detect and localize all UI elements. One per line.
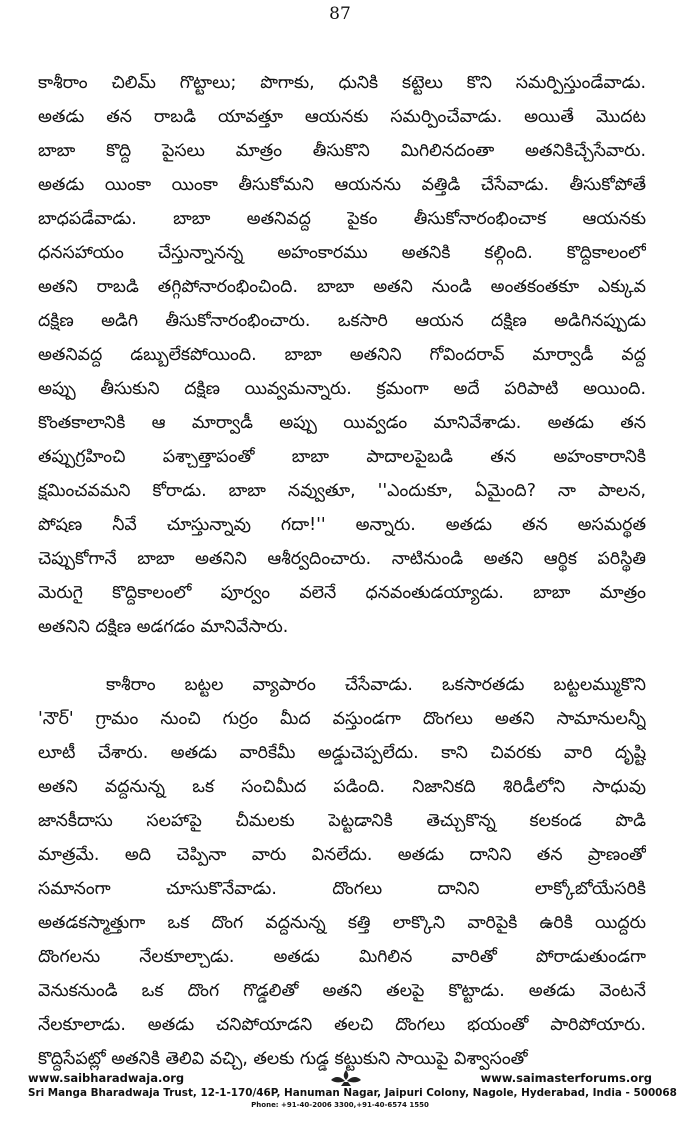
text-line: అతనిని దక్షిణ అడగడం మానివేసారు. <box>38 617 289 637</box>
page-number: 87 <box>329 4 351 24</box>
text-line: దొంగలను నేలకూల్చాడు. అతడు మిగిలిన వారితో పోరాడుతుండగా <box>38 947 646 967</box>
text-line: అతని రాబడి తగ్గిపోనారంభించింది. బాబా అతని నుండి అంతకంతకూ ఎక్కువ <box>38 277 646 297</box>
text-line: ధనసహాయం చేస్తున్నానన్న అహంకారము అతనికి కల్గింది. కొద్దికాలంలో <box>38 243 646 263</box>
text-line: అతడు యింకా యింకా తీసుకోమని ఆయనను వత్తిడి చేసేవాడు. తీసుకోపోతే <box>38 175 646 195</box>
text-line: మాత్రమే. అది చెప్పినా వారు వినలేదు. అతడు దానిని తన ప్రాణంతో <box>38 845 646 865</box>
text-line: నేలకూలాడు. అతడు చనిపోయాడని తలచి దొంగలు భయంతో పారిపోయారు. <box>38 1015 646 1035</box>
text-line: 'నౌర్' గ్రామం నుంచి గుర్రం మీద వస్తుండగా దొంగలు అతని సామానులన్నీ <box>38 709 646 729</box>
text-line: వెనుకనుండి ఒక దొంగ గొడ్డలితో అతని తలపై కొట్టాడు. అతడు వెంటనే <box>38 981 646 1001</box>
text-line: కొద్దిసేపట్లో అతనికి తెలివి వచ్చి, తలకు గుడ్డ కట్టుకుని సాయిపై విశ్వాసంతో <box>38 1049 528 1069</box>
paragraph-2 <box>38 668 646 1076</box>
paragraph-gap <box>38 644 646 668</box>
text-line: కొంతకాలానికి ఆ మార్వాడీ అప్పు యివ్వడం మానివేశాడు. అతడు తన <box>38 413 646 433</box>
text-line: అతడకస్మాత్తుగా ఒక దొంగ వద్దనున్న కత్తి లాక్కొని వారిపైకి ఉరికి యిద్దరు <box>38 913 646 933</box>
page-footer <box>28 1068 677 1118</box>
text-line: పోషణ నీవే చూస్తున్నావు గదా!'' అన్నారు. అతడు తన అసమర్థత <box>38 515 646 535</box>
text-line: సమానంగా చూసుకొనేవాడు. దొంగలు దానిని లాక్కోబోయేసరికి <box>38 879 646 899</box>
text-line: జానకీదాసు సలహాపై చీమలకు పెట్టడానికి తెచ్చుకొన్న కలకండ పొడి <box>38 811 646 831</box>
text-line: కాశీరాం బట్టల వ్యాపారం చేసేవాడు. ఒకసారతడు బట్టలమ్ముకొని <box>106 675 646 695</box>
text-line: చెప్పుకోగానే బాబా అతనిని ఆశీర్వదించారు. నాటినుండి అతని ఆర్థిక పరిస్థితి <box>38 549 646 569</box>
paragraph-1 <box>38 66 646 644</box>
body-text <box>38 66 646 1076</box>
trust-address: Sri Manga Bharadwaja Trust, 12-1-170/46P, Hanuman Nagar, Jaipuri Colony, Nagole, Hyderabad, India - 500068 <box>28 1087 677 1099</box>
text-line: మెరుగై కొద్దికాలంలో పూర్వం వలెనే ధనవంతుడయ్యాడు. బాబా మాత్రం <box>38 583 646 603</box>
website-right-link[interactable]: www.saimasterforums.org <box>480 1071 652 1085</box>
text-line: బాబా కొద్ది పైసలు మాత్రం తీసుకొని మిగిలినదంతా అతనికిచ్చేసేవారు. <box>38 141 646 161</box>
text-line: కాశీరాం చిలిమ్ గొట్టాలు; పొగాకు, ధునికి కట్టెలు కొని సమర్పిస్తుండేవాడు. <box>38 73 646 93</box>
website-left-link[interactable]: www.saibharadwaja.org <box>28 1071 185 1085</box>
text-line: అతని వద్దనున్న ఒక సంచిమీద పడింది. నిజానికది శిరిడీలోని సాధువు <box>38 777 646 797</box>
text-line: అతనివద్ద డబ్బులేకపోయింది. బాబా అతనిని గోవిందరావ్ మార్వాడీ వద్ద <box>38 345 646 365</box>
text-line: అప్పు తీసుకుని దక్షిణ యివ్వమన్నారు. క్రమంగా అదే పరిపాటి అయింది. <box>38 379 646 399</box>
text-line: క్షమించవమని కోరాడు. బాబా నవ్వుతూ, ''ఎందుకూ, ఏమైంది? నా పాలన, <box>38 481 646 501</box>
text-line: తప్పుగ్రహించి పశ్చాత్తాపంతో బాబా పాదాలపైబడి తన అహంకారానికి <box>38 447 646 467</box>
trust-phone: Phone: +91-40-2006 3300,+91-40-6574 1550 <box>251 1101 429 1109</box>
text-line: లూటీ చేశారు. అతడు వారికేమీ అడ్డుచెప్పలేదు. కాని చివరకు వారి దృష్టి <box>38 743 646 763</box>
text-line: దక్షిణ అడిగి తీసుకోనారంభించారు. ఒకసారి ఆయన దక్షిణ అడిగినప్పుడు <box>38 311 646 331</box>
text-line: బాధపడేవాడు. బాబా అతనివద్ద పైకం తీసుకోనారంభించాక ఆయనకు <box>38 209 646 229</box>
text-line: అతడు తన రాబడి యావత్తూ ఆయనకు సమర్పించేవాడు. అయితే మొదట <box>38 107 646 127</box>
